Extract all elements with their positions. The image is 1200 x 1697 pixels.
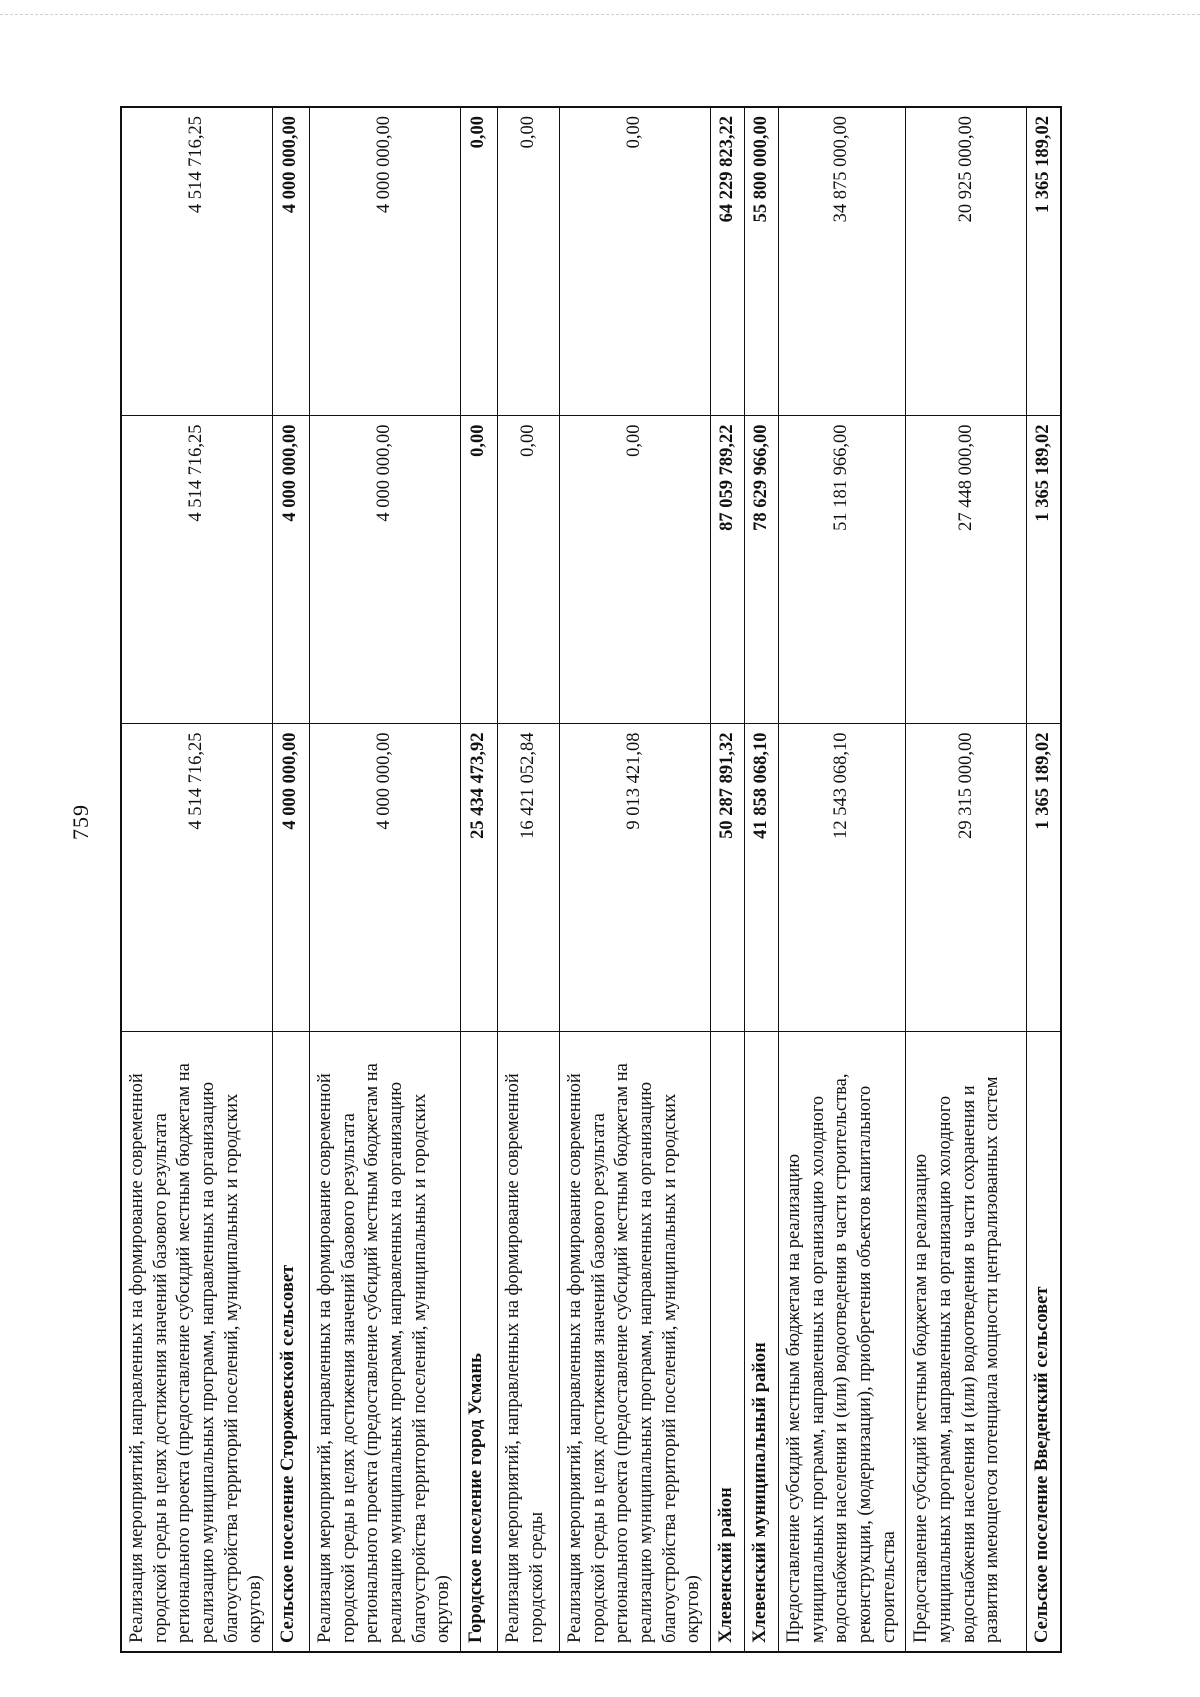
value-col-2: 1 365 189,02 (1027, 416, 1061, 724)
row-name: Сельское поселение Сторожевской сельсовет (273, 1032, 310, 1652)
row-name: Городское поселение город Усмань (461, 1032, 498, 1652)
value-col-3: 4 000 000,00 (310, 107, 461, 416)
scan-edge-line (0, 14, 1200, 15)
row-name: Предоставление субсидий местным бюджетам на реализацию муниципальных программ, направленных на организацию холодного водоснабжения населения и (или) водоотведения в части сохранения и развития имеющегося потенциала мощности централизованных систем (906, 1032, 1027, 1652)
value-col-2: 4 000 000,00 (310, 416, 461, 724)
table-row (498, 107, 560, 1652)
value-col-3: 55 800 000,00 (745, 107, 779, 416)
value-col-2: 78 629 966,00 (745, 416, 779, 724)
value-col-1: 25 434 473,92 (461, 724, 498, 1032)
table-row (906, 107, 1027, 1652)
value-col-1: 4 514 716,25 (121, 724, 273, 1032)
value-col-2: 87 059 789,22 (711, 416, 745, 724)
table-row (779, 107, 906, 1652)
value-col-2: 0,00 (461, 416, 498, 724)
row-name: Реализация мероприятий, направленных на формирование современной городской среды в целях достижения значений базового результата регионального проекта (предоставление субсидий местным бюджетам на реализацию муниципальных программ, направленных на организацию благоустройства территорий поселений, муниципальных и городских округов) (310, 1032, 461, 1652)
value-col-1: 4 000 000,00 (273, 724, 310, 1032)
value-col-2: 0,00 (498, 416, 560, 724)
row-name: Хлевенский район (711, 1032, 745, 1652)
page-number: 759 (68, 804, 93, 840)
value-col-1: 41 858 068,10 (745, 724, 779, 1032)
value-col-1: 12 543 068,10 (779, 724, 906, 1032)
rotated-page-content (120, 108, 1053, 1653)
value-col-1: 16 421 052,84 (498, 724, 560, 1032)
row-name: Сельское поселение Введенский сельсовет (1027, 1032, 1061, 1652)
value-col-1: 1 365 189,02 (1027, 724, 1061, 1032)
value-col-2: 4 000 000,00 (273, 416, 310, 724)
row-name: Хлевенский муниципальный район (745, 1032, 779, 1652)
value-col-3: 4 514 716,25 (121, 107, 273, 416)
value-col-2: 27 448 000,00 (906, 416, 1027, 724)
value-col-3: 0,00 (498, 107, 560, 416)
row-name: Реализация мероприятий, направленных на формирование современной городской среды в целях достижения значений базового результата регионального проекта (предоставление субсидий местным бюджетам на реализацию муниципальных программ, направленных на организацию благоустройства территорий поселений, муниципальных и городских округов) (560, 1032, 711, 1652)
value-col-3: 64 229 823,22 (711, 107, 745, 416)
table-row (273, 107, 310, 1652)
row-name: Реализация мероприятий, направленных на формирование современной городской среды в целях достижения значений базового результата регионального проекта (предоставление субсидий местным бюджетам на реализацию муниципальных программ, направленных на организацию благоустройства территорий поселений, муниципальных и городских округов) (121, 1032, 273, 1652)
table-row (461, 107, 498, 1652)
table-row (310, 107, 461, 1652)
budget-table (120, 106, 1062, 1653)
table-row (121, 107, 273, 1652)
value-col-3: 0,00 (461, 107, 498, 416)
row-name: Реализация мероприятий, направленных на формирование современной городской среды (498, 1032, 560, 1652)
value-col-1: 50 287 891,32 (711, 724, 745, 1032)
table-row (745, 107, 779, 1652)
table-row (711, 107, 745, 1652)
value-col-2: 51 181 966,00 (779, 416, 906, 724)
value-col-3: 20 925 000,00 (906, 107, 1027, 416)
value-col-1: 9 013 421,08 (560, 724, 711, 1032)
value-col-3: 34 875 000,00 (779, 107, 906, 416)
table-row (1027, 107, 1061, 1652)
value-col-1: 29 315 000,00 (906, 724, 1027, 1032)
value-col-3: 4 000 000,00 (273, 107, 310, 416)
value-col-3: 0,00 (560, 107, 711, 416)
value-col-1: 4 000 000,00 (310, 724, 461, 1032)
value-col-2: 0,00 (560, 416, 711, 724)
table-row (560, 107, 711, 1652)
row-name: Предоставление субсидий местным бюджетам на реализацию муниципальных программ, направленных на организацию холодного водоснабжения населения и (или) водоотведения в части строительства, реконструкции, (модернизации), приобретения объектов капитального строительства (779, 1032, 906, 1652)
value-col-2: 4 514 716,25 (121, 416, 273, 724)
value-col-3: 1 365 189,02 (1027, 107, 1061, 416)
